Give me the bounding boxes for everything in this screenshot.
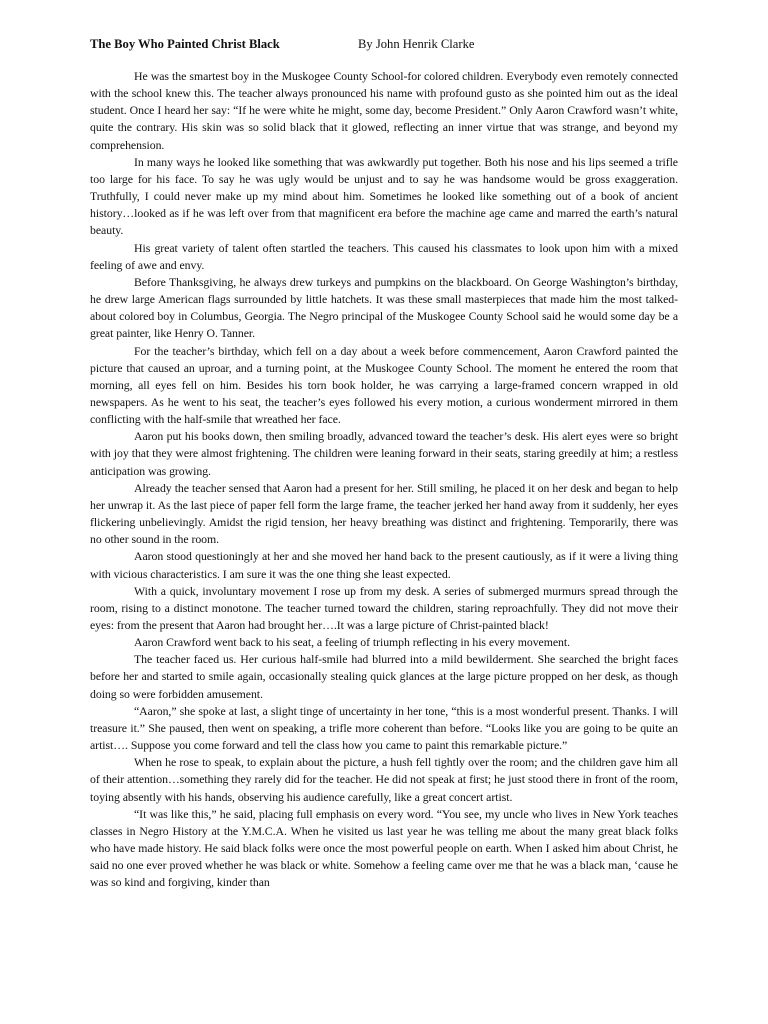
paragraph-6: Aaron put his books down, then smiling broadly, advanced toward the teacher’s desk. His alert eyes were so bright with joy that they were almost frightening. The children were leaning forward in their seats, staring greedily at him; a restless anticipation was growing. <box>90 429 678 478</box>
paragraph-7: Already the teacher sensed that Aaron had a present for her. Still smiling, he placed it on her desk and began to help her unwrap it. As the last piece of paper fell form the large frame, the teacher jerked her hand away from it suddenly, her eyes flickering unbelievingly. Amidst the rigid tension, her heavy breathing was distinct and frightening. Temporarily, there was no other sound in the room. <box>90 480 678 547</box>
paragraph-11: The teacher faced us. Her curious half-smile had blurred into a mild bewilderment. She searched the bright faces before her and started to smile again, occasionally stealing quick glances at the large picture propped on her desk, as though doing so were forbidden amusement. <box>90 652 678 701</box>
document-author: By John Henrik Clarke <box>358 37 475 51</box>
document-title: The Boy Who Painted Christ Black <box>90 37 280 51</box>
paragraph-3: His great variety of talent often startled the teachers. This caused his classmates to look upon him with a mixed feeling of awe and envy. <box>90 240 678 272</box>
paragraph-8: Aaron stood questioningly at her and she moved her hand back to the present cautiously, as if it were a living thing with vicious characteristics. I am sure it was the one thing she least expected. <box>90 549 678 581</box>
paragraph-4: Before Thanksgiving, he always drew turkeys and pumpkins on the blackboard. On George Washington’s birthday, he drew large American flags surrounded by little hatchets. It was these small masterpieces that made him the most talked-about colored boy in Columbus, Georgia. The Negro principal of the Muskogee County School said he would some day be a great painter, like Henry O. Tanner. <box>90 274 678 341</box>
paragraph-9: With a quick, involuntary movement I rose up from my desk. A series of submerged murmurs spread through the room, rising to a distinct monotone. The teacher turned toward the children, staring reproachfully. They did not move their eyes: from the present that Aaron had brought her….It was a large picture of Christ-painted black! <box>90 583 678 632</box>
paragraph-14: “It was like this,” he said, placing full emphasis on every word. “You see, my uncle who lives in New York teaches classes in Negro History at the Y.M.C.A. When he visited us last year he was telling me about the many great black folks who have made history. He said black folks were once the most powerful people on earth. When I asked him about Christ, he said no one ever proved whether he was black or white. Somehow a feeling came over me that he was a black man, ‘cause he was so kind and forgiving, kinder than <box>90 806 678 890</box>
paragraph-10: Aaron Crawford went back to his seat, a feeling of triumph reflecting in his every movement. <box>134 635 571 650</box>
paragraph-13: When he rose to speak, to explain about the picture, a hush fell tightly over the room; and the children gave him all of their attention…something they rarely did for the teacher. He did not speak at first; he just stood there in front of the room, toying absently with his hands, observing his audience carefully, like a great concert artist. <box>90 755 678 804</box>
document-header <box>90 34 690 54</box>
story-body <box>90 68 678 892</box>
paragraph-12: “Aaron,” she spoke at last, a slight tinge of uncertainty in her tone, “this is a most wonderful present. Thanks. I will treasure it.” She paused, then went on speaking, a trifle more coherent than before. “Looks like you are going to be quite an artist…. Suppose you come forward and tell the class how you came to paint this remarkable picture.” <box>90 703 678 753</box>
paragraph-5: For the teacher’s birthday, which fell on a day about a week before commencement, Aaron Crawford painted the picture that caused an uproar, and a turning point, at the Muskogee County School. The moment he entered the room that morning, all eyes fell on him. Besides his torn book holder, he was carrying a large-framed concern wrapped in old newspapers. As he went to his seat, the teacher’s eyes followed his every motion, a curious wonderment mirrored in them conflicting with the half-smile that wreathed her face. <box>90 343 678 427</box>
paragraph-1: He was the smartest boy in the Muskogee County School-for colored children. Everybody even remotely connected with the school knew this. The teacher always pronounced his name with profound gusto as she pointed him out as the ideal student. Once I heard her say: “If he were white he might, some day, become President.” Only Aaron Crawford wasn’t white, quite the contrary. His skin was so solid black that it glowed, reflecting an inner virtue that was strange, and beyond my comprehension. <box>90 69 678 152</box>
paragraph-2: In many ways he looked like something that was awkwardly put together. Both his nose and his lips seemed a trifle too large for his face. To say he was ugly would be unjust and to say he was handsome would be gross exaggeration. Truthfully, I could never make up my mind about him. Sometimes he looked like something out of a book of ancient history…looked as if he was left over from that magnificent era before the machine age came and marred the earth’s natural beauty. <box>90 154 678 238</box>
